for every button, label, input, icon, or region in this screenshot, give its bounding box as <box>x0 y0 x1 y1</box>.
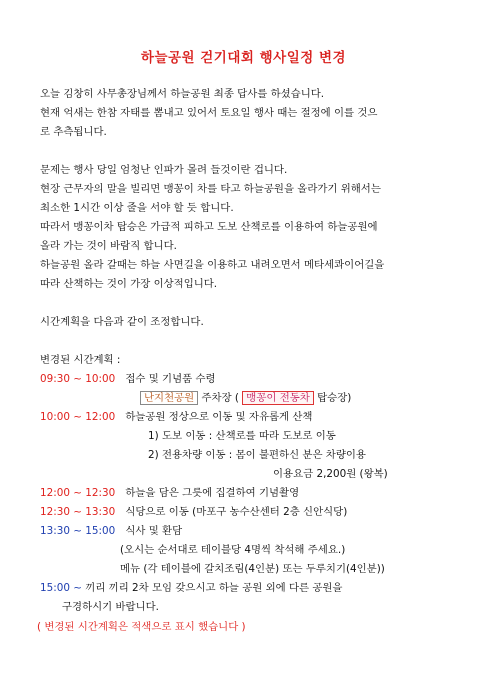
schedule-text-1b-mid: 주차장 ( <box>201 392 239 404</box>
paragraph-2-line-3: 최소한 1시간 이상 줄을 서야 할 듯 합니다. <box>40 202 234 214</box>
schedule-text-5: 식사 및 환담 <box>125 525 183 537</box>
schedule-row-5b: 메뉴 (각 테이블에 갈치조림(4인분) 또는 두루치기(4인분)) <box>120 563 385 575</box>
schedule-row-3 <box>40 486 299 500</box>
schedule-text-1: 접수 및 기념품 수령 <box>125 373 216 385</box>
schedule-time-1: 09:30 ~ 10:00 <box>40 373 116 385</box>
schedule-header: 변경된 시간계획 : <box>40 354 121 366</box>
schedule-row-6 <box>40 581 342 595</box>
paragraph-2-line-4: 따라서 맹꽁이차 탑승은 가급적 피하고 도보 산책로를 이용하여 하늘공원에 <box>40 221 378 233</box>
schedule-row-2b: 2) 전용차량 이동 : 몸이 불편하신 분은 차량이용 <box>148 449 366 461</box>
schedule-time-3: 12:00 ~ 12:30 <box>40 487 116 499</box>
schedule-time-5: 13:30 ~ 15:00 <box>40 525 116 537</box>
shuttle-highlight: 맹꽁이 전동차 <box>242 391 314 405</box>
schedule-row-4 <box>40 505 347 519</box>
paragraph-1-line-1: 오늘 김창히 사무총장님께서 하늘공원 최종 답사를 하셨습니다. <box>40 88 325 100</box>
schedule-text-4: 식당으로 이동 (마포구 농수산센터 2층 신안식당) <box>125 506 348 518</box>
schedule-time-6: 15:00 ~ <box>40 582 82 594</box>
schedule-text-3: 하늘을 담은 그릇에 집결하여 기념촬영 <box>125 487 300 499</box>
schedule-row-5 <box>40 524 182 538</box>
paragraph-3: 시간계획을 다음과 같이 조정합니다. <box>40 316 204 328</box>
paragraph-2-line-2: 현장 근무자의 말을 빌리면 맹꽁이 차를 타고 하늘공원을 올라가기 위해서는 <box>40 183 381 195</box>
schedule-row-6b: 구경하시기 바랍니다. <box>62 601 159 613</box>
place-highlight: 난지천공원 <box>140 391 198 405</box>
paragraph-1-line-2: 현재 억새는 한참 자태를 뽐내고 있어서 토요일 행사 때는 절정에 이를 것으 <box>40 107 378 119</box>
red-note: ( 변경된 시간계획은 적색으로 표시 했습니다 ) <box>37 621 246 633</box>
schedule-row-2 <box>40 410 312 424</box>
schedule-row-2c: 이용요금 2,200원 (왕복) <box>273 468 388 480</box>
schedule-text-2: 하늘공원 정상으로 이동 및 자유롭게 산책 <box>125 411 313 423</box>
schedule-row-1b <box>140 391 351 405</box>
document-title: 하늘공원 걷기대회 행사일정 변경 <box>140 50 347 66</box>
schedule-time-4: 12:30 ~ 13:30 <box>40 506 116 518</box>
paragraph-1-line-3: 로 추측됩니다. <box>40 126 107 138</box>
schedule-row-2a: 1) 도보 이동 : 산책로를 따라 도보로 이동 <box>148 430 336 442</box>
paragraph-2-line-5: 올라 가는 것이 바람직 합니다. <box>40 240 177 252</box>
schedule-row-5a: (오시는 순서대로 테이블당 4명씩 착석해 주세요.) <box>120 544 346 556</box>
paragraph-2-line-6: 하늘공원 올라 갈때는 하늘 사면길을 이용하고 내려오면서 메타세콰이어길을 <box>40 259 385 271</box>
paragraph-2-line-7: 따라 산책하는 것이 가장 이상적입니다. <box>40 278 218 290</box>
schedule-text-6: 끼리 끼리 2차 모임 갖으시고 하늘 공원 외에 다른 공원을 <box>85 582 343 594</box>
schedule-time-2: 10:00 ~ 12:00 <box>40 411 116 423</box>
schedule-text-1b-end: 탑승장) <box>317 392 352 404</box>
schedule-row-1 <box>40 372 216 386</box>
paragraph-2-line-1: 문제는 행사 당일 엄청난 인파가 몰려 들것이란 겁니다. <box>40 164 288 176</box>
